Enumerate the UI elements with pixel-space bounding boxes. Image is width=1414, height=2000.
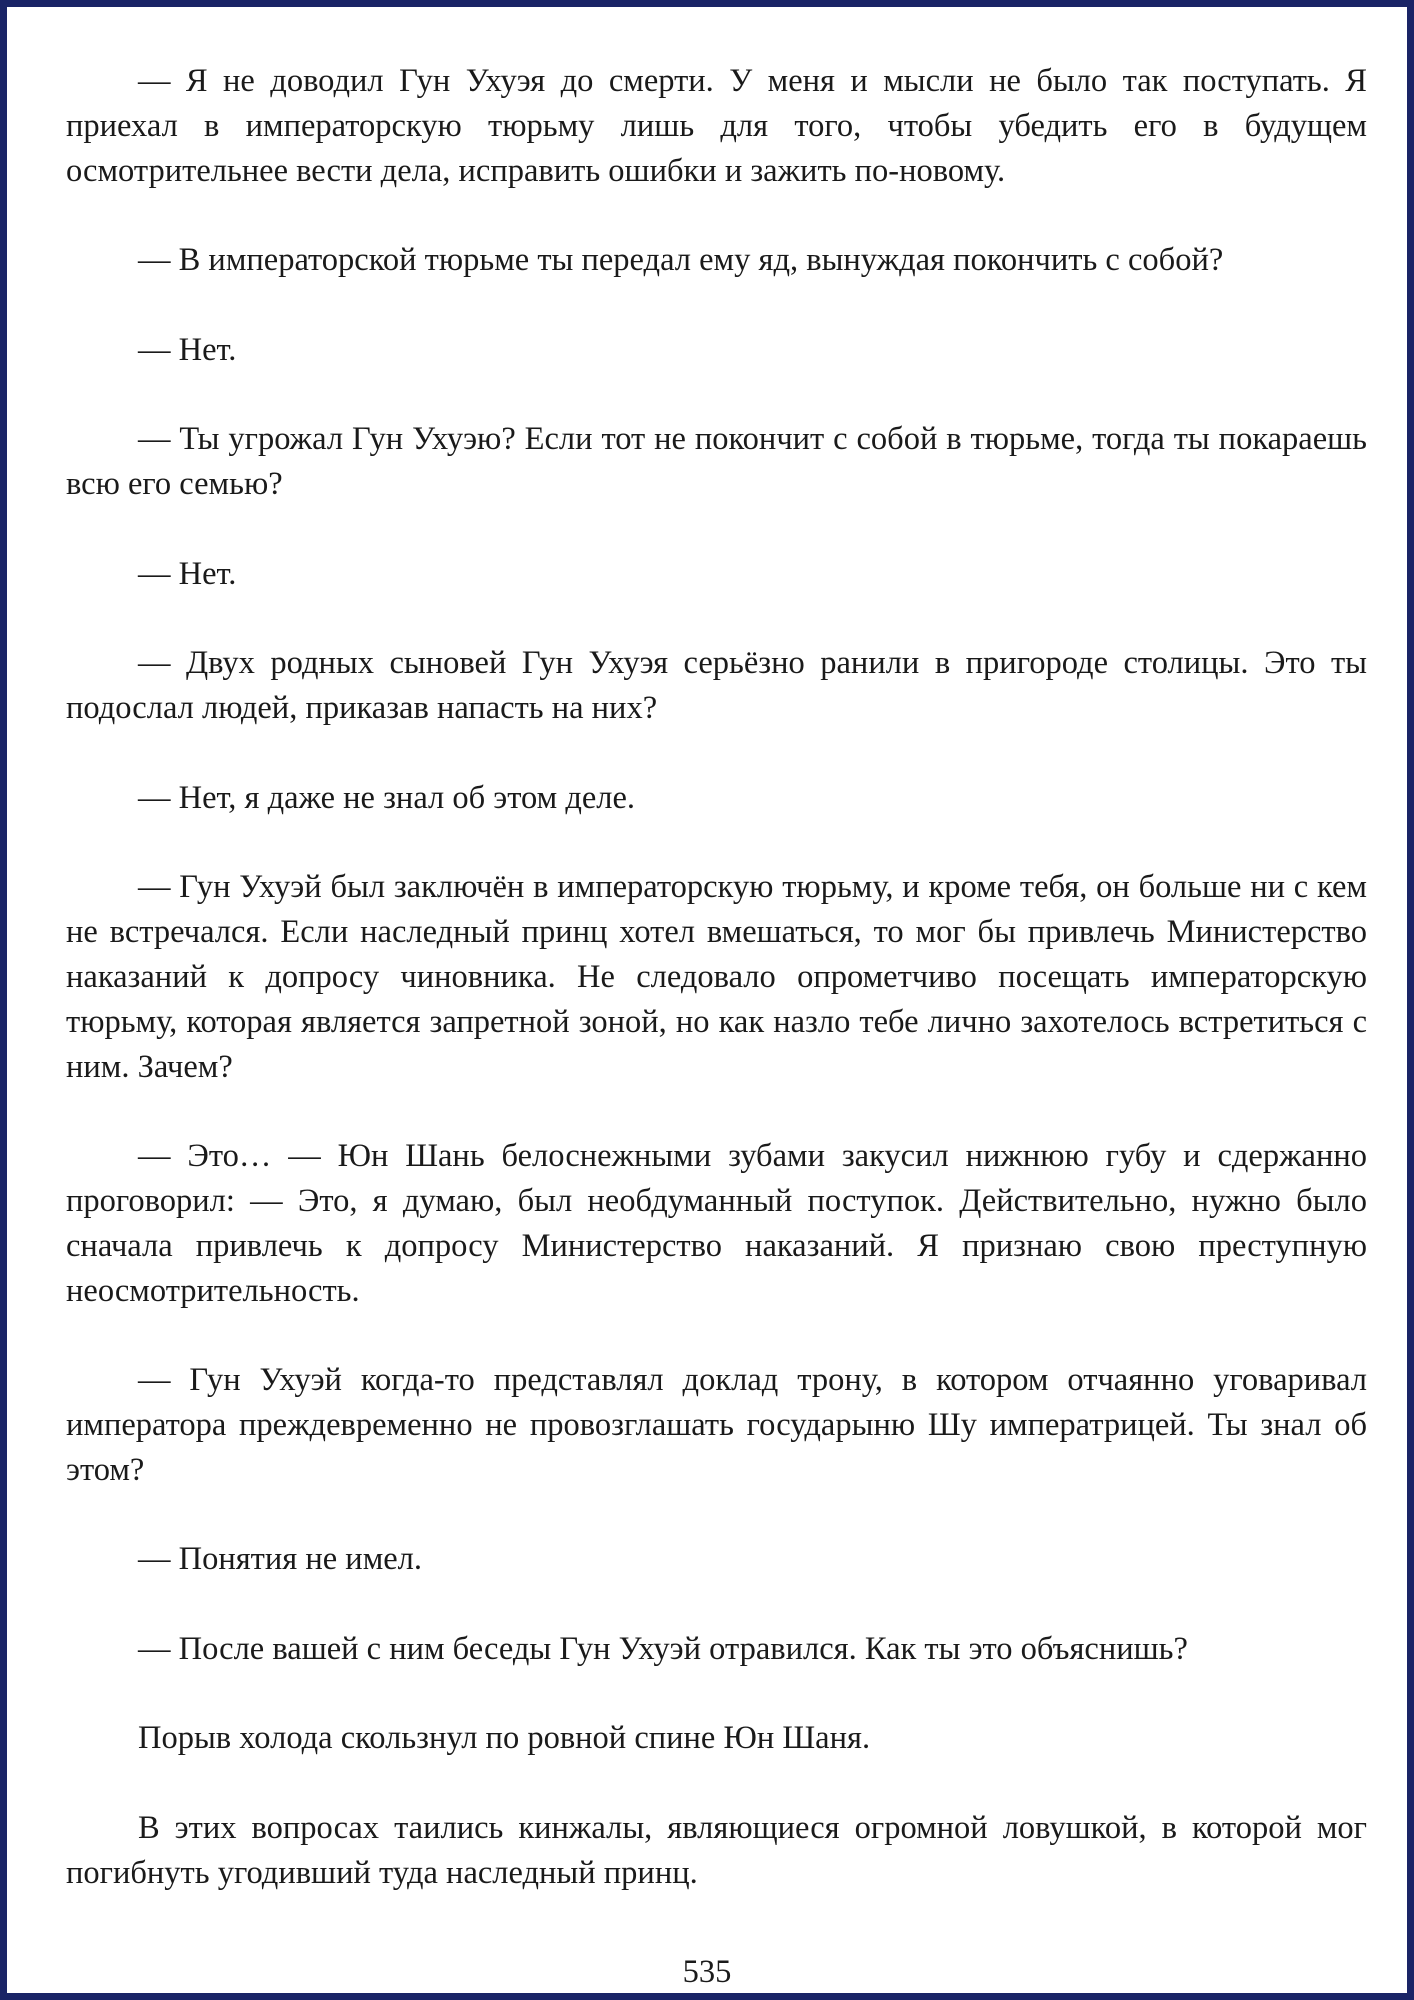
paragraph-13: Порыв холода скользнул по ровной спине Юн Шаня. — [138, 1720, 871, 1757]
body-text — [66, 59, 1367, 1940]
paragraph-5: — Нет. — [138, 555, 237, 592]
paragraph-8: — Гун Ухуэй был заключён в императорскую тюрьму, и кроме тебя, он больше ни с кем не встречался. Если наследный принц хотел вмешаться, то мог бы привлечь Министерство наказаний к допросу чиновника. Не следовало опрометчиво посещать императорскую тюрьму, которая является запретной зоной, но как назло тебе лично захотелось встретиться с ним. Зачем? — [66, 869, 1367, 1085]
paragraph-1: — Я не доводил Гун Ухуэя до смерти. У меня и мысли не было так поступать. Я приехал в императорскую тюрьму лишь для того, чтобы убедить его в будущем осмотрительнее вести дела, исправить ошибки и зажить по-новому. — [66, 63, 1367, 189]
paragraph-12: — После вашей с ним беседы Гун Ухуэй отравился. Как ты это объяснишь? — [138, 1630, 1188, 1667]
paragraph-10: — Гун Ухуэй когда-то представлял доклад трону, в котором отчаянно уговаривал императора преждевременно не провозглашать государыню Шу императрицей. Ты знал об этом? — [66, 1362, 1367, 1488]
paragraph-3: — Нет. — [138, 331, 237, 368]
paragraph-11: — Понятия не имел. — [138, 1541, 423, 1578]
paragraph-7: — Нет, я даже не знал об этом деле. — [138, 779, 636, 816]
paragraph-9: — Это… — Юн Шань белоснежными зубами закусил нижнюю губу и сдержанно проговорил: — Это, я думаю, был необдуманный поступок. Действительно, нужно было сначала привлечь к допросу Министерство наказаний. Я признаю свою преступную неосмотрительность. — [66, 1138, 1367, 1309]
paragraph-6: — Двух родных сыновей Гун Ухуэя серьёзно ранили в пригороде столицы. Это ты подослал людей, приказав напасть на них? — [66, 645, 1367, 727]
paragraph-2: — В императорской тюрьме ты передал ему яд, вынуждая покончить с собой? — [138, 242, 1224, 279]
paragraph-14: В этих вопросах таились кинжалы, являющиеся огромной ловушкой, в которой мог погибнуть угодивший туда наследный принц. — [66, 1810, 1367, 1891]
paragraph-4: — Ты угрожал Гун Ухуэю? Если тот не покончит с собой в тюрьме, тогда ты покараешь всю его семью? — [66, 421, 1367, 503]
page-number: 535 — [682, 1954, 732, 1990]
